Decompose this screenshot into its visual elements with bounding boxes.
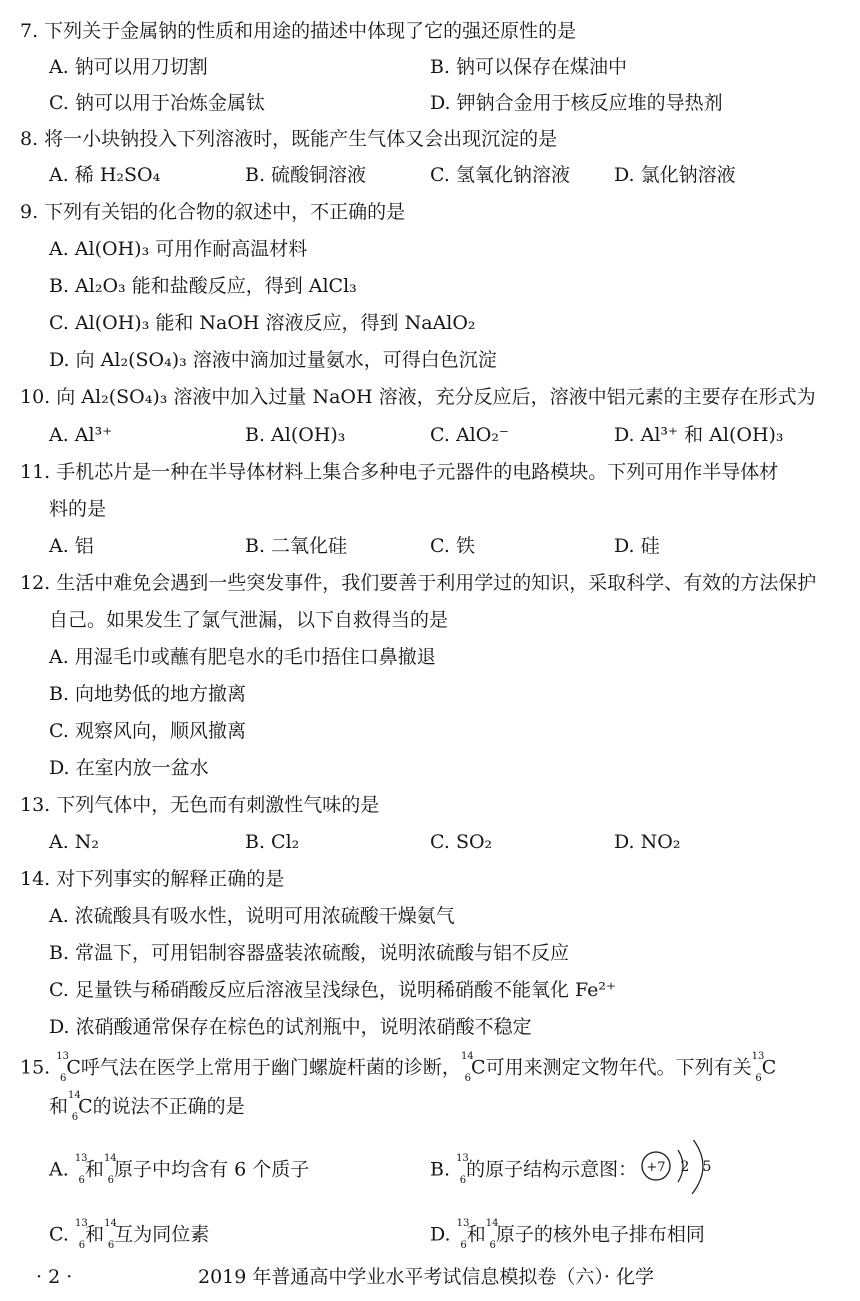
question-13-stem: 13. 下列气体中，无色而有刺激性气味的是 — [20, 794, 380, 816]
question-11-option-d: D. 硅 — [614, 535, 660, 557]
question-12-option-d: D. 在室内放一盆水 — [49, 757, 209, 779]
question-11-stem-continued: 料的是 — [49, 498, 107, 520]
question-8-stem: 8. 将一小块钠投入下列溶液时，既能产生气体又会出现沉淀的是 — [20, 128, 558, 150]
question-10-option-c: C. AlO₂⁻ — [430, 424, 509, 446]
shell-1-electrons: 2 — [680, 1159, 690, 1175]
question-15-option-b: B. $^{13}_6$的原子结构示意图： — [430, 1153, 637, 1179]
question-14-option-b: B. 常温下，可用铝制容器盛装浓硫酸，说明浓硫酸与铝不反应 — [49, 942, 570, 964]
question-14-option-d: D. 浓硝酸通常保存在棕色的试剂瓶中，说明浓硝酸不稳定 — [49, 1016, 532, 1038]
nuclide-c13: $^{13}_6$C — [56, 1051, 81, 1085]
question-13-option-b: B. Cl₂ — [245, 831, 300, 853]
question-14-stem: 14. 对下列事实的解释正确的是 — [20, 868, 285, 890]
question-8-option-d: D. 氯化钠溶液 — [614, 164, 736, 186]
question-8-option-b: B. 硫酸铜溶液 — [245, 164, 367, 186]
atomic-structure-diagram — [636, 1140, 726, 1200]
question-15-option-d: D. $^{13}_6$和$^{14}_6$原子的核外电子排布相同 — [430, 1218, 705, 1244]
shell-2-electrons: 5 — [702, 1159, 712, 1175]
question-8-option-c: C. 氢氧化钠溶液 — [430, 164, 570, 186]
question-14-option-a: A. 浓硫酸具有吸水性，说明可用浓硫酸干燥氨气 — [49, 905, 455, 927]
electron-shell-2 — [692, 1140, 703, 1194]
question-9-option-a: A. Al(OH)₃ 可用作耐高温材料 — [49, 238, 308, 260]
question-11-option-c: C. 铁 — [430, 535, 475, 557]
nuclide-c14: $^{14}_6$C — [460, 1051, 486, 1085]
question-10-option-b: B. Al(OH)₃ — [245, 424, 346, 446]
nuclide-14-6: $^{14}_6$ — [485, 1218, 499, 1252]
question-7-option-c: C. 钠可以用于冶炼金属钛 — [49, 92, 265, 114]
question-9-stem: 9. 下列有关铝的化合物的叙述中，不正确的是 — [20, 201, 406, 223]
question-7-option-a: A. 钠可以用刀切割 — [49, 56, 208, 78]
question-14-option-c: C. 足量铁与稀硝酸反应后溶液呈浅绿色，说明稀硝酸不能氧化 Fe²⁺ — [49, 979, 617, 1001]
question-8-option-a: A. 稀 H₂SO₄ — [49, 164, 161, 186]
question-9-option-d: D. 向 Al₂(SO₄)₃ 溶液中滴加过量氨水，可得白色沉淀 — [49, 349, 497, 371]
question-12-option-a: A. 用湿毛巾或蘸有肥皂水的毛巾捂住口鼻撤退 — [49, 646, 436, 668]
question-15-option-c: C. $^{13}_6$和$^{14}_6$互为同位素 — [49, 1218, 209, 1244]
question-11-option-a: A. 铝 — [49, 535, 94, 557]
question-13-option-d: D. NO₂ — [614, 831, 681, 853]
question-11-stem: 11. 手机芯片是一种在半导体材料上集合多种电子元器件的电路模块。下列可用作半导体材 — [20, 461, 779, 483]
question-7-option-b: B. 钠可以保存在煤油中 — [430, 56, 628, 78]
question-12-option-b: B. 向地势低的地方撤离 — [49, 683, 247, 705]
question-10-option-a: A. Al³⁺ — [49, 424, 113, 446]
question-11-option-b: B. 二氧化硅 — [245, 535, 348, 557]
question-15-number: 15. — [20, 1056, 51, 1079]
question-10-option-d: D. Al³⁺ 和 Al(OH)₃ — [614, 424, 784, 446]
question-15-stem-continued: 和$^{14}_6$C的说法不正确的是 — [49, 1090, 245, 1116]
nuclide-13-6: $^{13}_6$ — [456, 1218, 470, 1252]
nucleus-charge: +7 — [646, 1160, 666, 1175]
question-9-option-b: B. Al₂O₃ 能和盐酸反应，得到 AlCl₃ — [49, 275, 357, 297]
question-13-option-c: C. SO₂ — [430, 831, 493, 853]
question-7-option-d: D. 钾钠合金用于核反应堆的导热剂 — [430, 92, 723, 114]
nuclide-13-6: $^{13}_6$ — [74, 1153, 88, 1187]
question-12-stem: 12. 生活中难免会遇到一些突发事件，我们要善于利用学过的知识，采取科学、有效的方法保护 — [20, 572, 817, 594]
question-15-option-a: A. $^{13}_6$和$^{14}_6$原子中均含有 6 个质子 — [49, 1153, 309, 1179]
nuclide-14-6: $^{14}_6$ — [103, 1153, 117, 1187]
question-9-option-c: C. Al(OH)₃ 能和 NaOH 溶液反应，得到 NaAlO₂ — [49, 312, 476, 334]
question-10-stem: 10. 向 Al₂(SO₄)₃ 溶液中加入过量 NaOH 溶液，充分反应后，溶液中铝元素的主要存在形式为 — [20, 386, 816, 408]
nuclide-14-6: $^{14}_6$ — [104, 1218, 117, 1252]
question-7-stem: 7. 下列关于金属钠的性质和用途的描述中体现了它的强还原性的是 — [20, 20, 577, 42]
nuclide-13-6: $^{13}_6$ — [74, 1218, 88, 1252]
question-12-stem-continued: 自己。如果发生了氯气泄漏，以下自救得当的是 — [49, 609, 449, 631]
question-12-option-c: C. 观察风向，顺风撤离 — [49, 720, 246, 742]
question-15-stem: 15. $^{13}_6$C呼气法在医学上常用于幽门螺旋杆菌的诊断，$^{14}_6$C可用来测定文物年代。下列有关$^{13}_6$C — [20, 1051, 776, 1077]
page-number: · 2 · — [36, 1266, 73, 1288]
nuclide-c13: $^{13}_6$C — [751, 1051, 777, 1085]
nuclide-13-6: $^{13}_6$ — [456, 1153, 469, 1187]
footer-title: 2019 年普通高中学业水平考试信息模拟卷（六）· 化学 — [198, 1266, 654, 1288]
question-13-option-a: A. N₂ — [49, 831, 100, 853]
nuclide-c14: $^{14}_6$C — [68, 1090, 93, 1124]
